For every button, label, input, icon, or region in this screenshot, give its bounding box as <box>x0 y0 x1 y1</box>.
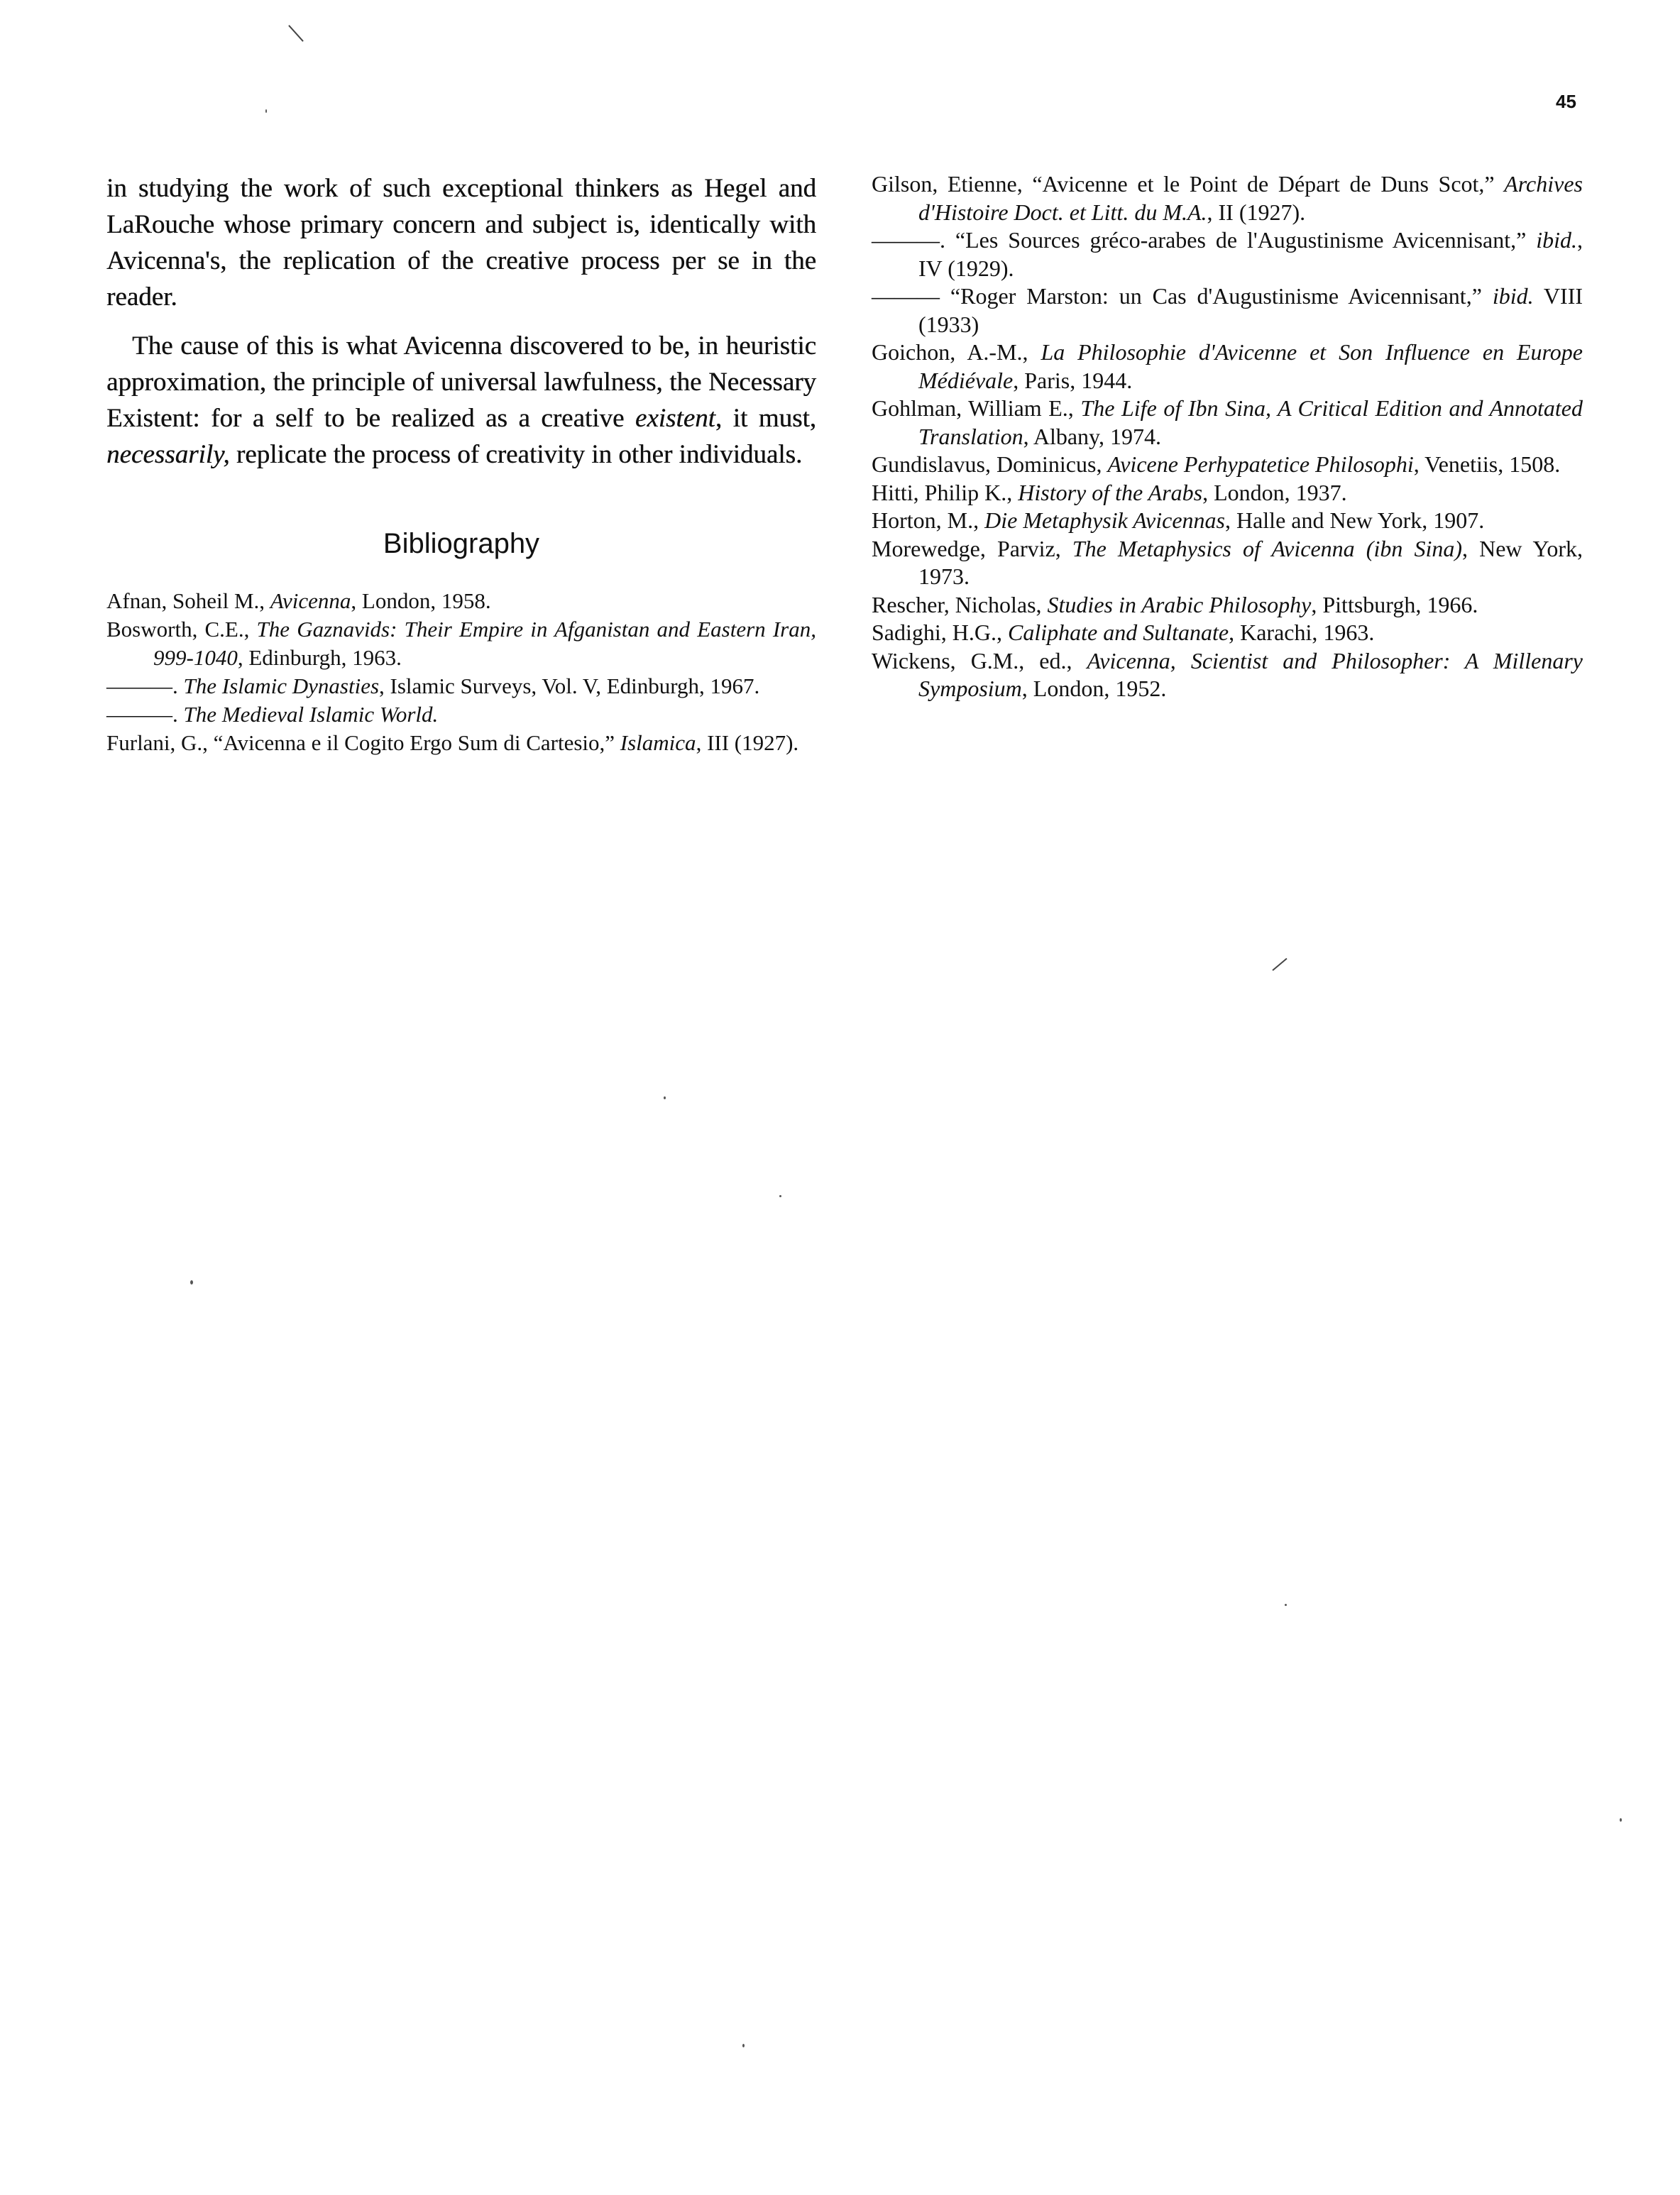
scan-speck <box>190 1280 193 1284</box>
scan-speck <box>1285 1604 1287 1606</box>
page-number: 45 <box>1556 91 1576 112</box>
bibliography-entry: ———. “Les Sources gréco-arabes de l'Augustinisme Avicennisant,” ibid., IV (1929). <box>872 227 1583 281</box>
bibliography-entry: Gundislavus, Dominicus, Avicene Perhypatetice Philosophi, Venetiis, 1508. <box>872 451 1561 477</box>
bibliography-entry: Horton, M., Die Metaphysik Avicennas, Halle and New York, 1907. <box>872 507 1485 533</box>
bibliography-entry: Wickens, G.M., ed., Avicenna, Scientist and Philosopher: A Millenary Symposium, London, 1952. <box>872 647 1583 701</box>
bibliography-entry: Morewedge, Parviz, The Metaphysics of Avicenna (ibn Sina), New York, 1973. <box>872 535 1583 589</box>
right-column <box>872 170 1583 703</box>
bibliography-list-left <box>106 587 816 757</box>
body-text: , it must, <box>715 404 816 433</box>
bibliography-entry: ———. The Medieval Islamic World. <box>106 702 439 727</box>
left-column <box>106 170 816 757</box>
bibliography-entry: Hitti, Philip K., History of the Arabs, London, 1937. <box>872 479 1347 505</box>
body-emphasis: necessarily, <box>106 440 230 469</box>
bibliography-entry: Goichon, A.-M., La Philosophie d'Avicenne et Son Influence en Europe Médiévale, Paris, 1944. <box>872 339 1583 393</box>
bibliography-entry: Gohlman, William E., The Life of Ibn Sina, A Critical Edition and Annotated Translation, Albany, 1974. <box>872 395 1583 449</box>
bibliography-entry: Bosworth, C.E., The Gaznavids: Their Empire in Afganistan and Eastern Iran, 999-1040, Edinburgh, 1963. <box>106 617 816 670</box>
bibliography-entry: Sadighi, H.G., Caliphate and Sultanate, Karachi, 1963. <box>872 620 1375 645</box>
scan-speck <box>664 1096 666 1099</box>
scan-speck <box>742 2044 745 2047</box>
scan-mark <box>288 25 304 42</box>
bibliography-heading: Bibliography <box>383 528 540 559</box>
body-paragraph-1: in studying the work of such exceptional thinkers as Hegel and LaRouche whose primary concern and subject is, identically with Avicenna's, the replication of the creative process per se in the reader. <box>106 174 816 312</box>
bibliography-entry: Gilson, Etienne, “Avicenne et le Point de Départ de Duns Scot,” Archives d'Histoire Doct. et Litt. du M.A., II (1927). <box>872 171 1583 225</box>
body-emphasis: existent <box>635 404 715 433</box>
scan-speck <box>779 1195 781 1197</box>
body-text: replicate the process of creativity in other individuals. <box>229 440 803 469</box>
bibliography-entry: ———. The Islamic Dynasties, Islamic Surveys, Vol. V, Edinburgh, 1967. <box>106 673 760 698</box>
bibliography-entry: Rescher, Nicholas, Studies in Arabic Philosophy, Pittsburgh, 1966. <box>872 591 1478 617</box>
bibliography-entry: Afnan, Soheil M., Avicenna, London, 1958. <box>106 588 491 613</box>
bibliography-list-right <box>872 170 1583 703</box>
scan-speck <box>1620 1818 1622 1822</box>
scan-speck <box>265 109 267 113</box>
body-paragraph-2 <box>106 328 816 473</box>
bibliography-entry: ——— “Roger Marston: un Cas d'Augustinisme Avicennisant,” ibid. VIII (1933) <box>872 283 1583 337</box>
body-text: The cause of this is what Avicenna discovered to be, in heuristic approximation, the principle of universal lawfulness, the Necessary Existent: for a self to be realized as a creative <box>106 331 816 433</box>
bibliography-entry: Furlani, G., “Avicenna e il Cogito Ergo Sum di Cartesio,” Islamica, III (1927). <box>106 730 799 755</box>
scan-mark <box>1272 958 1287 971</box>
